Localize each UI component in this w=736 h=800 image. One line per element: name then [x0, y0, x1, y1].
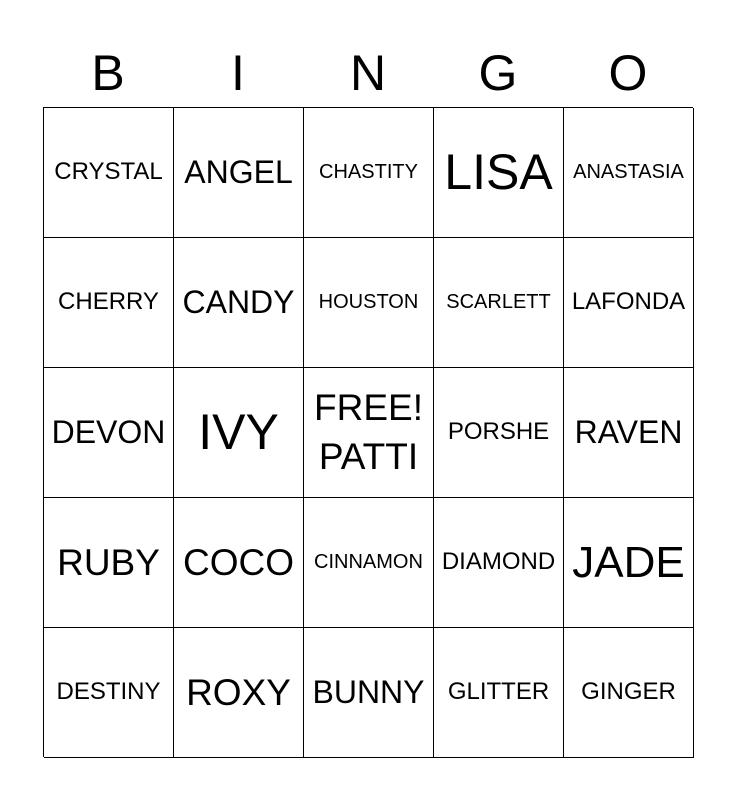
- bingo-cell[interactable]: [304, 628, 434, 758]
- cell-label: DESTINY: [56, 678, 161, 706]
- bingo-cell[interactable]: [174, 498, 304, 628]
- header-letter-b: B: [91, 45, 125, 101]
- cell-label: RAVEN: [574, 413, 683, 450]
- free-space-cell[interactable]: [304, 368, 434, 498]
- bingo-cell[interactable]: [304, 238, 434, 368]
- bingo-cell[interactable]: [44, 628, 174, 758]
- bingo-card-grid: [43, 107, 693, 757]
- cell-label: JADE: [572, 537, 685, 587]
- cell-label: ANGEL: [184, 153, 293, 190]
- bingo-cell[interactable]: [174, 628, 304, 758]
- cell-label: GINGER: [581, 678, 676, 706]
- bingo-cell[interactable]: [564, 368, 694, 498]
- cell-label: DIAMOND: [441, 548, 556, 576]
- bingo-cell[interactable]: [434, 368, 564, 498]
- cell-label: BUNNY: [312, 673, 425, 710]
- cell-label: CANDY: [182, 283, 295, 320]
- header-letter-n: N: [349, 45, 387, 101]
- cell-label: CINNAMON: [314, 550, 423, 573]
- cell-label: GLITTER: [447, 678, 550, 706]
- bingo-cell[interactable]: [434, 628, 564, 758]
- cell-label: SCARLETT: [446, 290, 551, 313]
- bingo-cell[interactable]: [174, 108, 304, 238]
- cell-label: COCO: [183, 541, 294, 583]
- cell-label: PORSHE: [447, 418, 550, 446]
- cell-label: CRYSTAL: [54, 158, 163, 186]
- cell-label: LAFONDA: [571, 288, 686, 316]
- cell-label: ROXY: [186, 671, 291, 713]
- cell-label: ANASTASIA: [573, 160, 684, 183]
- bingo-cell[interactable]: [304, 108, 434, 238]
- bingo-cell[interactable]: [434, 238, 564, 368]
- bingo-cell[interactable]: [434, 108, 564, 238]
- bingo-cell[interactable]: [434, 498, 564, 628]
- bingo-cell[interactable]: [44, 498, 174, 628]
- cell-label: HOUSTON: [318, 290, 419, 313]
- bingo-cell[interactable]: [564, 238, 694, 368]
- header-letter-g: G: [478, 45, 518, 101]
- header-letter-o: O: [608, 45, 648, 101]
- bingo-cell[interactable]: [564, 108, 694, 238]
- cell-label: LISA: [444, 144, 553, 200]
- bingo-cell[interactable]: [304, 498, 434, 628]
- bingo-cell[interactable]: [174, 238, 304, 368]
- cell-label: CHASTITY: [319, 160, 418, 183]
- bingo-header: [43, 42, 693, 104]
- bingo-cell[interactable]: [564, 498, 694, 628]
- cell-label: IVY: [198, 404, 279, 460]
- bingo-cell[interactable]: [564, 628, 694, 758]
- free-space-label: FREE!: [314, 387, 423, 429]
- header-letter-i: I: [231, 45, 245, 101]
- cell-label: RUBY: [57, 541, 160, 583]
- bingo-cell[interactable]: [44, 368, 174, 498]
- cell-label: DEVON: [51, 413, 166, 450]
- bingo-cell[interactable]: [174, 368, 304, 498]
- bingo-cell[interactable]: [44, 108, 174, 238]
- bingo-cell[interactable]: [44, 238, 174, 368]
- cell-label: CHERRY: [58, 288, 159, 316]
- free-space-name: PATTI: [318, 435, 419, 477]
